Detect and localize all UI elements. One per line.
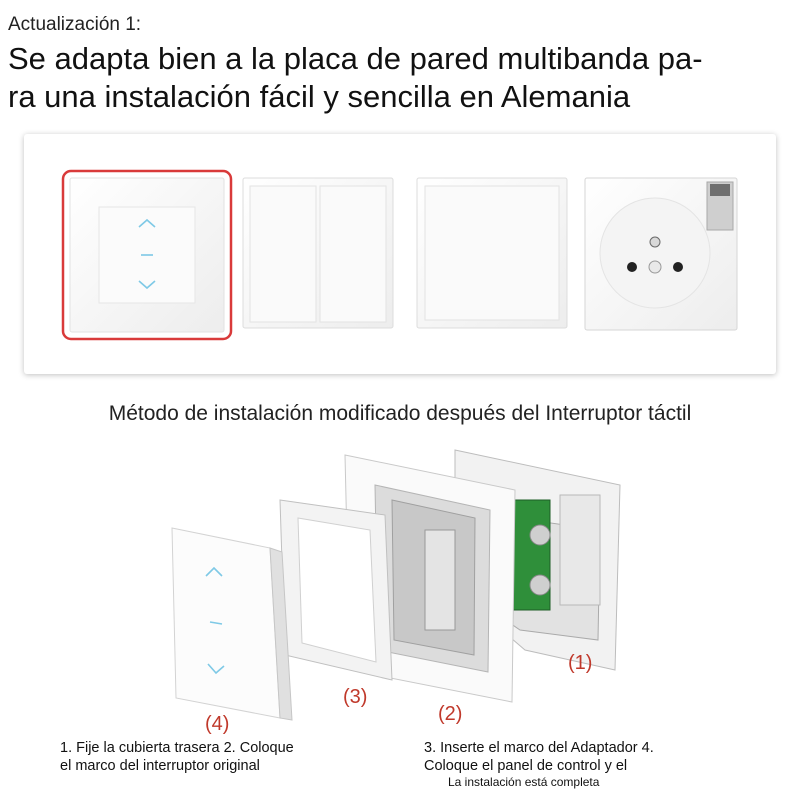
rocker-right [320,186,386,322]
label-part-1: (1) [568,652,593,674]
headline-line-2: ra una instalación fácil y sencilla en Alemania [8,79,631,114]
label-part-2: (2) [438,703,463,725]
single-rocker [425,186,559,320]
wall-plate [24,134,776,374]
step-left-line-2: el marco del interruptor original [60,758,260,774]
socket-hole-left [627,262,637,272]
socket-center-pin [649,261,661,273]
step-right-line-3: La instalación está completa [448,775,600,789]
touch-panel [172,528,292,720]
section-subtitle: Método de instalación modificado después del Interruptor táctil [108,402,692,425]
steps-left [60,739,294,775]
headline-line-1: Se adapta bien a la placa de pared multibanda pa- [8,41,703,76]
wall-plate-illustration [24,134,776,374]
label-part-4: (4) [205,713,230,735]
earth-pin-icon [650,237,660,247]
adapter-frame [280,500,392,680]
headline [8,40,798,116]
step-right-line-1: 3. Inserte el marco del Adaptador 4. [424,740,654,756]
update-label: Actualización 1: [8,14,142,35]
steps-right [424,739,654,790]
socket-hole-right [673,262,683,272]
step-left-line-1: 1. Fije la cubierta trasera 2. Coloque [60,740,294,756]
socket-shutter-top [710,184,730,196]
step-right-line-2: Coloque el panel de control y el [424,758,628,774]
socket-face [600,198,710,308]
exploded-installation-diagram [0,440,800,740]
label-part-3: (3) [343,686,368,708]
rocker-left [250,186,316,322]
